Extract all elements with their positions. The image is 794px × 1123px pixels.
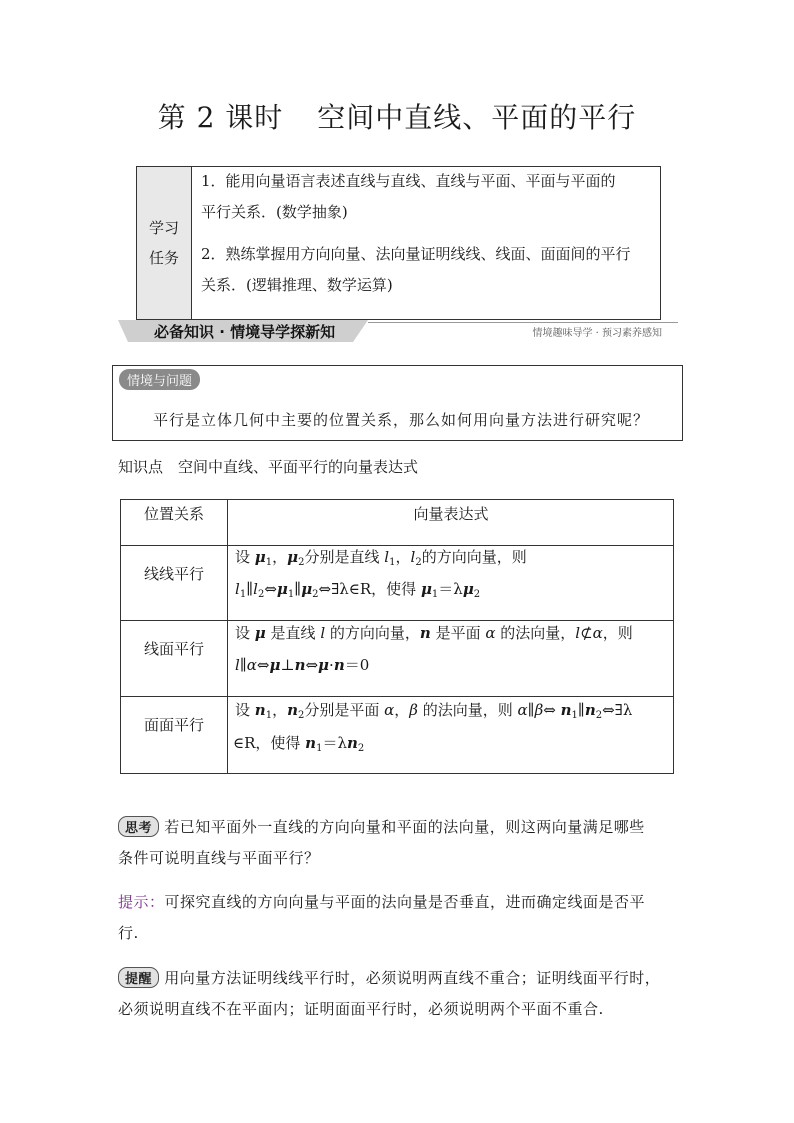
objective-1-line1: 1．能用向量语言表述直线与直线、直线与平面、平面与平面的 [201,172,616,190]
banner-title: 必备知识 · 情境导学探新知 [154,323,336,341]
hint-label: 提示： [118,893,165,911]
row-line-plane-expr-2: l∥α⇔μ⊥n⇔μ·n＝0 [235,656,370,674]
row-relation-line-line: 线线平行 [143,565,204,583]
learning-objectives-box [136,166,661,320]
reminder-text-1: 用向量方法证明线线平行时，必须说明两直线不重合；证明线面平行时， [164,969,661,987]
row-plane-plane-expr-1: 设 $n_1$，$n_2$分别是平面 α，β 的法向量，则 α∥β⇔ $n_1\parallel n_2\Leftrightarrow\exists\lambda$ [235,701,633,721]
situation-box [112,365,683,441]
lesson-topic: 空间中直线、平面的平行 [317,101,637,134]
table-header-relation: 位置关系 [143,505,204,523]
table-row-divider [121,696,673,697]
row-line-line-expr-1: 设 $\mu_1$，$\mu_2$分别是直线 $l_1$，$l_2$的方向向量，则 [235,548,527,568]
reminder-line1 [118,967,660,988]
table-header-expression: 向量表达式 [413,505,489,523]
banner-rule [368,322,678,323]
objective-2-line2: 关系．(逻辑推理、数学运算) [201,276,393,294]
section-banner [118,318,678,344]
reminder-tag: 提醒 [118,967,159,988]
vector-expression-table [120,499,674,774]
situation-question: 平行是立体几何中主要的位置关系，那么如何用向量方法进行研究呢？ [153,411,650,429]
row-relation-line-plane: 线面平行 [143,640,204,658]
banner-subtitle: 情境趣味导学 · 预习素养感知 [532,328,662,339]
objective-1-line2: 平行关系．(数学抽象) [201,203,348,221]
row-line-line-expr-2: $l_1\parallel l_2\Leftrightarrow\mu_1\parallel\mu_2\Leftrightarrow\exists\lambda\in R$，使得 $\mu_1=\lambda\mu_2$ [235,580,481,600]
page-title [0,96,794,136]
table-row-divider [121,620,673,621]
lesson-number: 第 2 课时 [157,101,284,134]
hint-line2: 行. [118,924,139,942]
row-relation-plane-plane: 面面平行 [143,716,204,734]
think-line2: 条件可说明直线与平面平行？ [118,849,320,867]
reminder-line2: 必须说明直线不在平面内；证明面面平行时，必须说明两个平面不重合. [118,1000,604,1018]
row-plane-plane-expr-2: ∈R，使得 $n_1=\lambda n_2$ [233,734,365,754]
knowledge-point-heading: 知识点 空间中直线、平面平行的向量表达式 [118,458,419,476]
think-text-1: 若已知平面外一直线的方向向量和平面的法向量，则这两向量满足哪些 [164,818,645,836]
hint-line1 [118,891,645,912]
think-tag: 思考 [118,816,159,837]
row-line-plane-expr-1: 设 μ 是直线 l 的方向向量，n 是平面 α 的法向量，l⊄α，则 [235,624,633,642]
table-column-divider [227,500,228,773]
objectives-label [137,167,192,319]
objectives-label-line1: 学习 [148,219,179,237]
think-line1 [118,816,645,837]
hint-text-1: 可探究直线的方向向量与平面的法向量是否垂直，进而确定线面是否平 [164,893,646,911]
objectives-label-line2: 任务 [148,249,179,267]
situation-tag: 情境与问题 [119,369,200,390]
objective-2-line1: 2．熟练掌握用方向向量、法向量证明线线、线面、面面间的平行 [201,245,631,263]
